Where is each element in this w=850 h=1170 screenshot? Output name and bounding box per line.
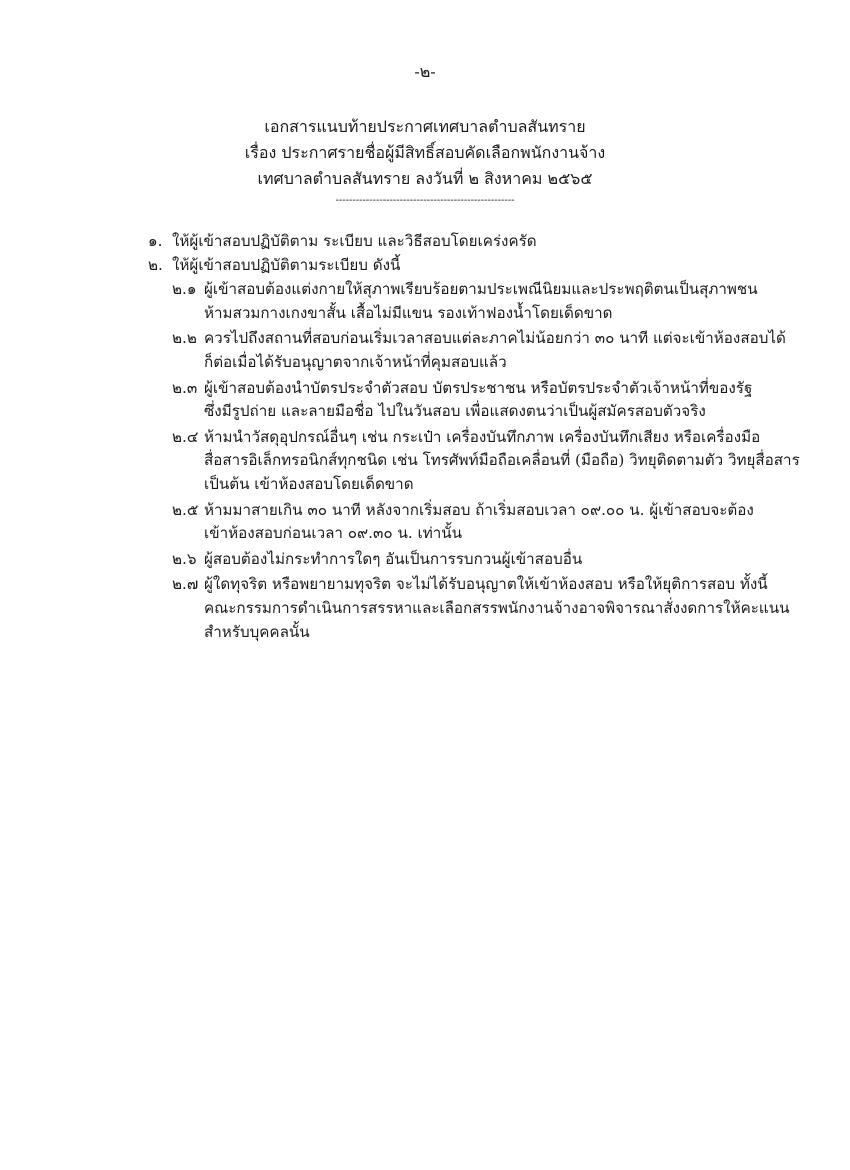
sub-item-line: คณะกรรมการดำเนินการสรรหาและเลือกสรรพนักงานจ้างอาจพิจารณาสั่งงดการให้คะแนน	[204, 598, 790, 617]
sub-list-item	[172, 278, 788, 325]
header-date: เทศบาลตำบลสันทราย ลงวันที่ ๒ สิงหาคม ๒๕๖๕	[257, 169, 593, 188]
sub-list	[172, 278, 800, 644]
sub-item-number: ๒.๖	[172, 549, 197, 568]
sub-item-line: ห้ามมาสายเกิน ๓๐ นาที หลังจากเริ่มสอบ ถ้าเริ่มสอบเวลา ๐๙.๐๐ น. ผู้เข้าสอบจะต้อง	[204, 500, 754, 519]
sub-item-line: ผู้ใดทุจริต หรือพยายามทุจริต จะไม่ได้รับอนุญาตให้เข้าห้องสอบ หรือให้ยุติการสอบ ทั้งนี้	[204, 575, 768, 594]
sub-item-line: เข้าห้องสอบก่อนเวลา ๐๙.๓๐ น. เท่านั้น	[204, 524, 462, 543]
sub-list-item	[172, 327, 788, 374]
list-item	[148, 230, 788, 254]
item-number: ๒.	[148, 255, 163, 274]
sub-item-number: ๒.๔	[172, 427, 199, 446]
sub-item-line: ควรไปถึงสถานที่สอบก่อนเริ่มเวลาสอบแต่ละภาคไม่น้อยกว่า ๓๐ นาที แต่จะเข้าห้องสอบได้	[204, 329, 786, 348]
sub-list-item	[172, 426, 800, 497]
document-header	[0, 114, 850, 208]
item-text: ให้ผู้เข้าสอบปฏิบัติตามระเบียบ ดังนี้	[172, 255, 401, 274]
sub-item-line: ซึ่งมีรูปถ่าย และลายมือชื่อ ไปในวันสอบ เพื่อแสดงตนว่าเป็นผู้สมัครสอบตัวจริง	[204, 402, 706, 421]
sub-item-line: ห้ามสวมกางเกงขาสั้น เสื้อไม่มีแขน รองเท้าฟองน้ำโดยเด็ดขาด	[204, 303, 613, 322]
sub-item-number: ๒.๕	[172, 500, 199, 519]
sub-list-item	[172, 548, 788, 572]
document-body	[148, 230, 800, 646]
item-number: ๑.	[148, 232, 163, 250]
sub-item-number: ๒.๓	[172, 378, 198, 397]
sub-item-number: ๒.๑	[172, 280, 197, 299]
header-divider: -----------------------------------------------------	[335, 195, 515, 206]
sub-item-line: ผู้สอบต้องไม่กระทำการใดๆ อันเป็นการรบกวนผู้เข้าสอบอื่น	[204, 549, 583, 568]
sub-list-item	[172, 499, 788, 546]
sub-item-line: สำหรับบุคคลนั้น	[204, 622, 310, 641]
item-text: ให้ผู้เข้าสอบปฏิบัติตาม ระเบียบ และวิธีสอบโดยเคร่งครัด	[172, 232, 537, 250]
header-title: เอกสารแนบท้ายประกาศเทศบาลตำบลสันทราย	[264, 117, 586, 136]
sub-item-line: ก็ต่อเมื่อได้รับอนุญาตจากเจ้าหน้าที่คุมสอบแล้ว	[204, 352, 507, 371]
sub-item-number: ๒.๗	[172, 575, 199, 594]
sub-item-number: ๒.๒	[172, 329, 197, 348]
sub-item-line: สื่อสารอิเล็กทรอนิกส์ทุกชนิด เช่น โทรศัพท์มือถือเคลื่อนที่ (มือถือ) วิทยุติดตามตัว วิทยุสื่อสาร	[204, 451, 800, 470]
sub-item-line: ห้ามนำวัสดุอุปกรณ์อื่นๆ เช่น กระเป๋า เครื่องบันทึกภาพ เครื่องบันทึกเสียง หรือเครื่องมือ	[204, 427, 761, 446]
sub-item-line: เป็นต้น เข้าห้องสอบโดยเด็ดขาด	[204, 474, 414, 493]
list-item	[148, 254, 788, 278]
sub-list-item	[172, 573, 788, 644]
sub-item-line: ผู้เข้าสอบต้องนำบัตรประจำตัวสอบ บัตรประชาชน หรือบัตรประจำตัวเจ้าหน้าที่ของรัฐ	[204, 378, 753, 397]
sub-item-line: ผู้เข้าสอบต้องแต่งกายให้สุภาพเรียบร้อยตามประเพณีนิยมและประพฤติตนเป็นสุภาพชน	[204, 280, 758, 299]
header-subject: เรื่อง ประกาศรายชื่อผู้มีสิทธิ์สอบคัดเลือกพนักงานจ้าง	[244, 143, 606, 162]
page-number: -๒-	[414, 62, 436, 81]
sub-list-item	[172, 377, 788, 424]
